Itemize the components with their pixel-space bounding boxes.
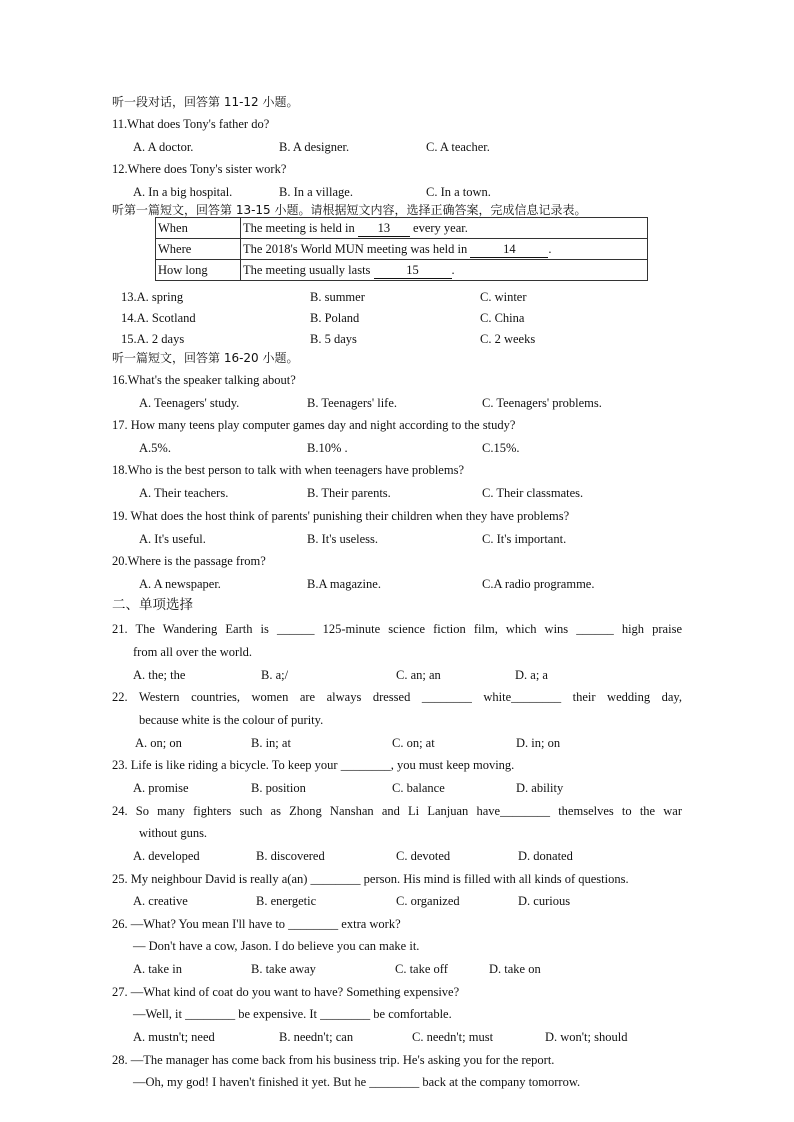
- q22-option-a: A. on; on: [135, 736, 182, 750]
- q21-option-c: C. an; an: [396, 668, 441, 682]
- table-row: [156, 218, 648, 239]
- table-value: [241, 218, 648, 239]
- q28-line2: —Oh, my god! I haven't finished it yet. But he ________ back at the company tomorrow.: [133, 1075, 581, 1089]
- table-value-after: every year.: [409, 220, 468, 235]
- q19-option-c: C. It's important.: [482, 532, 567, 546]
- q16-option-c: C. Teenagers' problems.: [482, 396, 602, 410]
- q18-option-a: A. Their teachers.: [139, 486, 229, 500]
- q23-option-a: A. promise: [133, 781, 189, 795]
- table-key: How long: [156, 260, 241, 281]
- q18-option-c: C. Their classmates.: [482, 486, 584, 500]
- q18-option-b: B. Their parents.: [307, 486, 391, 500]
- q21-option-a: A. the; the: [133, 668, 186, 682]
- table-value-before: The meeting is held in: [243, 220, 358, 235]
- q19-option-a: A. It's useful.: [139, 532, 206, 546]
- q14-option-c: C. China: [480, 311, 525, 325]
- table-value: [241, 239, 648, 260]
- section-listen-dialog-heading: 听一段对话，回答第 11-12 小题。: [112, 95, 299, 109]
- q20-stem: 20.Where is the passage from?: [112, 554, 266, 568]
- q20-option-a: A. A newspaper.: [139, 577, 221, 591]
- q26-option-c: C. take off: [395, 962, 448, 976]
- q27-option-c: C. needn't; must: [412, 1030, 494, 1044]
- q22-line2: because white is the colour of purity.: [139, 713, 324, 727]
- answer-blank: 15: [374, 262, 452, 279]
- q22-line1: 22. Western countries, women are always dressed ________ white________ their wedding day,: [112, 690, 682, 704]
- table-value-after: .: [451, 262, 455, 277]
- q23-option-b: B. position: [251, 781, 306, 795]
- q11-stem: 11.What does Tony's father do?: [112, 117, 270, 131]
- q12-option-c: C. In a town.: [426, 185, 491, 199]
- q25-option-b: B. energetic: [256, 894, 317, 908]
- q22-option-c: C. on; at: [392, 736, 435, 750]
- q25-option-c: C. organized: [396, 894, 460, 908]
- q26-option-d: D. take on: [489, 962, 541, 976]
- table-key: Where: [156, 239, 241, 260]
- q21-line2: from all over the world.: [133, 645, 253, 659]
- q26-option-a: A. take in: [133, 962, 182, 976]
- q16-stem: 16.What's the speaker talking about?: [112, 373, 296, 387]
- q11-option-b: B. A designer.: [279, 140, 350, 154]
- q17-option-c: C.15%.: [482, 441, 520, 455]
- q19-option-b: B. It's useless.: [307, 532, 379, 546]
- q24-option-c: C. devoted: [396, 849, 451, 863]
- section-passage1-heading: 听第一篇短文，回答第 13-15 小题。请根据短文内容，选择正确答案，完成信息记录表。: [112, 203, 587, 217]
- table-row: [156, 260, 648, 281]
- q26-line2: — Don't have a cow, Jason. I do believe you can make it.: [133, 939, 420, 953]
- q24-line2: without guns.: [139, 826, 208, 840]
- q15-option-c: C. 2 weeks: [480, 332, 536, 346]
- q22-option-d: D. in; on: [516, 736, 561, 750]
- table-row: [156, 239, 648, 260]
- q11-option-c: C. A teacher.: [426, 140, 490, 154]
- q11-option-a: A. A doctor.: [133, 140, 194, 154]
- q17-stem: 17. How many teens play computer games day and night according to the study?: [112, 418, 516, 432]
- q14-option-a: 14.A. Scotland: [121, 311, 196, 325]
- table-value-before: The 2018's World MUN meeting was held in: [243, 241, 471, 256]
- answer-blank: 13: [358, 220, 410, 237]
- q27-line1: 27. —What kind of coat do you want to have? Something expensive?: [112, 985, 460, 999]
- q28-line1: 28. —The manager has come back from his business trip. He's asking you for the report.: [112, 1053, 555, 1067]
- q21-option-b: B. a;/: [261, 668, 289, 682]
- section-passage2-heading: 听一篇短文，回答第 16-20 小题。: [112, 351, 299, 365]
- q25-line1: 25. My neighbour David is really a(an) ________ person. His mind is filled with all kinds of questions.: [112, 872, 629, 886]
- q13-option-a: 13.A. spring: [121, 290, 184, 304]
- q25-option-a: A. creative: [133, 894, 188, 908]
- q19-stem: 19. What does the host think of parents' punishing their children when they have problems?: [112, 509, 570, 523]
- q14-option-b: B. Poland: [310, 311, 360, 325]
- q26-option-b: B. take away: [251, 962, 316, 976]
- q27-option-b: B. needn't; can: [279, 1030, 354, 1044]
- q27-line2: —Well, it ________ be expensive. It ________ be comfortable.: [133, 1007, 452, 1021]
- q15-option-a: 15.A. 2 days: [121, 332, 185, 346]
- q13-option-c: C. winter: [480, 290, 527, 304]
- q12-option-a: A. In a big hospital.: [133, 185, 233, 199]
- info-record-table: [155, 217, 648, 281]
- q23-option-c: C. balance: [392, 781, 445, 795]
- q21-line1: 21. The Wandering Earth is ______ 125-minute science fiction film, which wins ______ high praise: [112, 622, 682, 636]
- q18-stem: 18.Who is the best person to talk with when teenagers have problems?: [112, 463, 464, 477]
- q13-option-b: B. summer: [310, 290, 365, 304]
- q15-option-b: B. 5 days: [310, 332, 357, 346]
- q23-option-d: D. ability: [516, 781, 564, 795]
- table-key: When: [156, 218, 241, 239]
- q16-option-a: A. Teenagers' study.: [139, 396, 240, 410]
- q27-option-d: D. won't; should: [545, 1030, 628, 1044]
- q12-stem: 12.Where does Tony's sister work?: [112, 162, 287, 176]
- q24-line1: 24. So many fighters such as Zhong Nanshan and Li Lanjuan have________ themselves to the war: [112, 804, 682, 818]
- q20-option-c: C.A radio programme.: [482, 577, 595, 591]
- q24-option-b: B. discovered: [256, 849, 325, 863]
- q26-line1: 26. —What? You mean I'll have to ________ extra work?: [112, 917, 401, 931]
- q17-option-a: A.5%.: [139, 441, 171, 455]
- answer-blank: 14: [470, 241, 548, 258]
- q22-option-b: B. in; at: [251, 736, 291, 750]
- q21-option-d: D. a; a: [515, 668, 548, 682]
- q17-option-b: B.10% .: [307, 441, 348, 455]
- q16-option-b: B. Teenagers' life.: [307, 396, 398, 410]
- q23-line1: 23. Life is like riding a bicycle. To keep your ________, you must keep moving.: [112, 758, 515, 772]
- q27-option-a: A. mustn't; need: [133, 1030, 215, 1044]
- table-value: [241, 260, 648, 281]
- q12-option-b: B. In a village.: [279, 185, 353, 199]
- q24-option-a: A. developed: [133, 849, 200, 863]
- table-value-before: The meeting usually lasts: [243, 262, 374, 277]
- q20-option-b: B.A magazine.: [307, 577, 381, 591]
- table-value-after: .: [548, 241, 552, 256]
- section2-title: 二、单项选择: [112, 597, 193, 613]
- q24-option-d: D. donated: [518, 849, 573, 863]
- q25-option-d: D. curious: [518, 894, 571, 908]
